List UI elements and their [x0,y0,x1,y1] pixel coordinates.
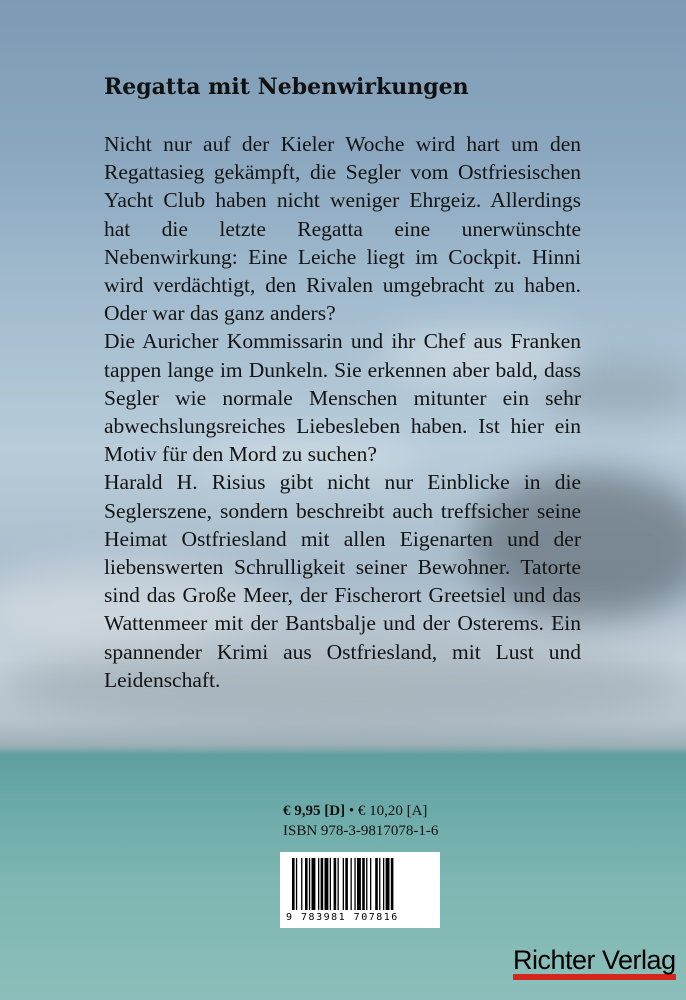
barcode-bars [290,858,430,912]
barcode-bar [330,858,331,910]
barcode-bar [351,858,352,910]
barcode-bar [362,858,365,910]
blurb-paragraph: Die Auricher Kommissarin und ihr Chef aus Franken tappen lange im Dunkeln. Sie erkennen aber bald, dass Segler wie normale Menschen mitunter ein sehr abwechslungsreiches Liebesleben haben. Ist hier ein Motiv für den Mord zu suchen? [104,329,581,467]
barcode [280,852,440,928]
price-at: € 10,20 [A] [357,803,428,819]
isbn: ISBN 978-3-9817078-1-6 [283,823,439,839]
barcode-digits: 9 783981 707816 [286,912,399,923]
book-title: Regatta mit Nebenwirkungen [104,74,469,100]
barcode-bar [383,858,384,910]
barcode-bar [366,858,367,910]
price-de: € 9,95 [D] [283,803,346,819]
barcode-bar [318,858,319,910]
barcode-bar [357,858,361,910]
barcode-bar [309,858,310,910]
price-separator: • [345,803,358,819]
barcode-bar [296,858,297,910]
barcode-bar [391,858,394,910]
barcode-bar [375,858,378,910]
blurb-text [104,130,581,694]
barcode-bar [292,858,295,910]
barcode-bar [334,858,337,910]
barcode-bar [354,858,355,910]
barcode-bar [386,858,390,910]
barcode-bar [305,858,308,910]
blurb-paragraph: Harald H. Risius gibt nicht nur Einblicke in die Seglerszene, sondern beschreibt auch treffsicher seine Heimat Ostfriesland mit allen Eigenarten und der liebenswerten Schrulligkeit seiner Bewohner. Tatorte sind das Große Meer, der Fischerort Greetsiel und das Wattenmeer mit der Bantsbalje und der Osterems. Ein spannender Krimi aus Ostfriesland, mit Lust und Leidenschaft. [104,470,581,692]
barcode-bar [379,858,380,910]
barcode-bar [321,858,324,910]
blurb-paragraph: Nicht nur auf der Kieler Woche wird hart um den Regattasieg gekämpft, die Segler vom Ostfriesischen Yacht Club haben nicht weniger Ehrgeiz. Allerdings hat die letzte Regatta eine unerwünschte Nebenwirkung: Eine Leiche liegt im Cockpit. Hinni wird verdächtigt, den Rivalen umgebracht zu haben. Oder war das ganz anders? [104,132,581,326]
barcode-bar [301,858,302,910]
barcode-bar [343,858,344,910]
barcode-bar [345,858,348,910]
barcode-bar [312,858,316,910]
publisher-logo [513,945,676,980]
publisher-name: Richter Verlag [513,945,676,975]
price-line [283,803,427,820]
barcode-bar [325,858,329,910]
barcode-bar [370,858,371,910]
barcode-bar [338,858,339,910]
